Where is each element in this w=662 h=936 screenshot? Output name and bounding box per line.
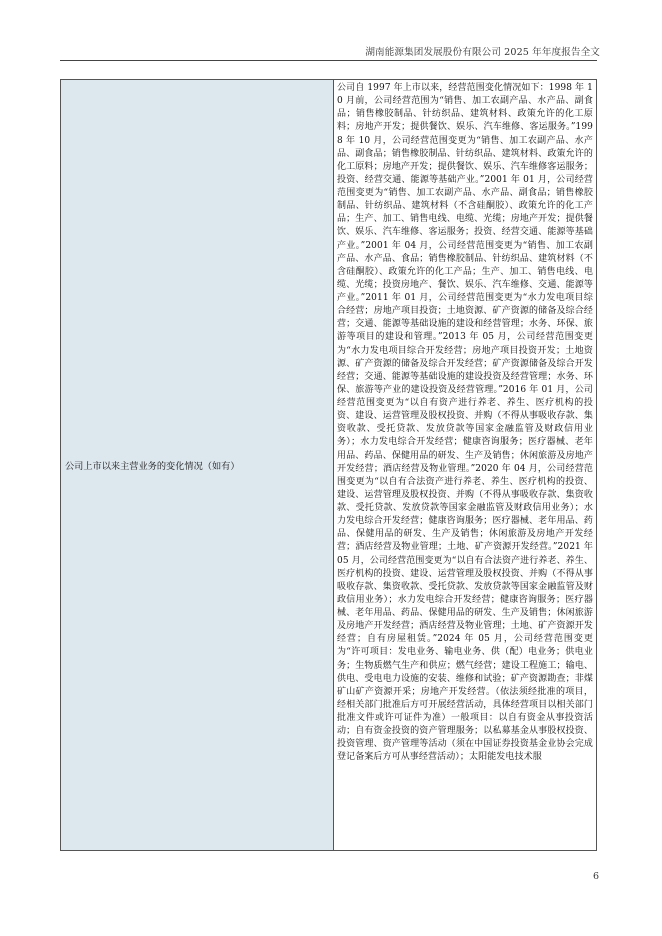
table-row bbox=[61, 80, 597, 851]
business-change-table bbox=[60, 79, 597, 851]
table-content-cell bbox=[334, 80, 597, 851]
header-divider bbox=[60, 60, 597, 61]
business-change-label: 公司上市以来主营业务的变化情况（如有） bbox=[65, 461, 240, 472]
table-label-cell bbox=[61, 80, 334, 851]
business-change-content: 公司自 1997 年上市以来，经营范围变化情况如下：1998 年 10 月前，公司经营范围为“销售、加工农副产品、水产品、副食品；销售橡胶制品、针纺织品、建筑材料、政策允许的化工原料；房地产开发；提供餐饮、娱乐、汽车维修、客运服务。”1998 年 10 月，公司经营范围变更为“销售、加工农副产品、水产品、副食品；销售橡胶制品、针纺织品、建筑材料、政策允许的化工原料；房地产开发；提供餐饮、娱乐、汽车维修客运服务；投资、经营交通、能源等基础产业。”2001 年 01 月，公司经营范围变更为“销售、加工农副产品、水产品、副食品；销售橡胶制品、针纺织品、建筑材料（不含硅酮胶）、政策允许的化工产品；生产、加工、销售电线、电缆、光缆；房地产开发；提供餐饮、娱乐、汽车维修、客运服务；投资、经营交通、能源等基础产业。”2001 年 04 月，公司经营范围变更为“销售、加工农副产品、水产品、食品；销售橡胶制品、针纺织品、建筑材料（不含硅酮胶）、政策允许的化工产品；生产、加工、销售电线、电缆、光缆；投资房地产、餐饮、娱乐、汽车维修、交通、能源等产业。”2011 年 01 月，公司经营范围变更为“水力发电项目综合经营；房地产项目投资；土地资源、矿产资源的储备及综合经营；交通、能源等基础设施的建设和经营管理；水务、环保、旅游等项目的建设和管理。”2013 年 05 月，公司经营范围变更为“水力发电项目综合开发经营；房地产项目投资开发；土地资源、矿产资源的储备及综合开发经营；矿产资源储备及综合开发经营；交通、能源等基础设施的建设投资及经营管理；水务、环保、旅游等产业的建设投资及经营管理。”2016 年 01 月，公司经营范围变更为“以自有资产进行养老、养生、医疗机构的投资、建设、运营管理及股权投资、并购（不得从事吸收存款、集资收款、受托贷款、发放贷款等国家金融监管及财政信用业务）；水力发电综合开发经营；健康咨询服务；医疗器械、老年用品、药品、保健用品的研发、生产及销售；休闲旅游及房地产开发经营；酒店经营及物业管理。”2020 年 04 月，公司经营范围变更为“以自有合法资产进行养老、养生、医疗机构的投资、建设、运营管理及股权投资、并购（不得从事吸收存款、集资收款、受托贷款、发放贷款等国家金融监管及财政信用业务）；水力发电综合开发经营；健康咨询服务；医疗器械、老年用品、药品、保健用品的研发、生产及销售；休闲旅游及房地产开发经营；酒店经营及物业管理；土地、矿产资源开发经营。”2021 年 05 月，公司经营范围变更为“以自有合法资产进行养老、养生、医疗机构的投资、建设、运营管理及股权投资、并购（不得从事吸收存款、集资收款、受托贷款、发放贷款等国家金融监管及财政信用业务）；水力发电综合开发经营；健康咨询服务；医疗器械、老年用品、药品、保健用品的研发、生产及销售；休闲旅游及房地产开发经营；酒店经营及物业管理；土地、矿产资源开发经营；自有房屋租赁。”2024 年 05 月，公司经营范围变更为“许可项目：发电业务、输电业务、供（配）电业务；供电业务；生物质燃气生产和供应；燃气经营；建设工程施工；输电、供电、受电电力设施的安装、维修和试验；矿产资源勘查；非煤矿山矿产资源开采；房地产开发经营。（依法须经批准的项目，经相关部门批准后方可开展经营活动，具体经营项目以相关部门批准文件或许可证件为准）一般项目：以自有资金从事投资活动；自有资金投资的资产管理服务；以私募基金从事股权投资、投资管理、资产管理等活动（须在中国证券投资基金业协会完成登记备案后方可从事经营活动）；太阳能发电技术服 bbox=[337, 83, 593, 763]
page-number: 6 bbox=[592, 871, 599, 882]
report-header-title: 湖南能源集团发展股份有限公司 2025 年年度报告全文 bbox=[365, 47, 600, 58]
